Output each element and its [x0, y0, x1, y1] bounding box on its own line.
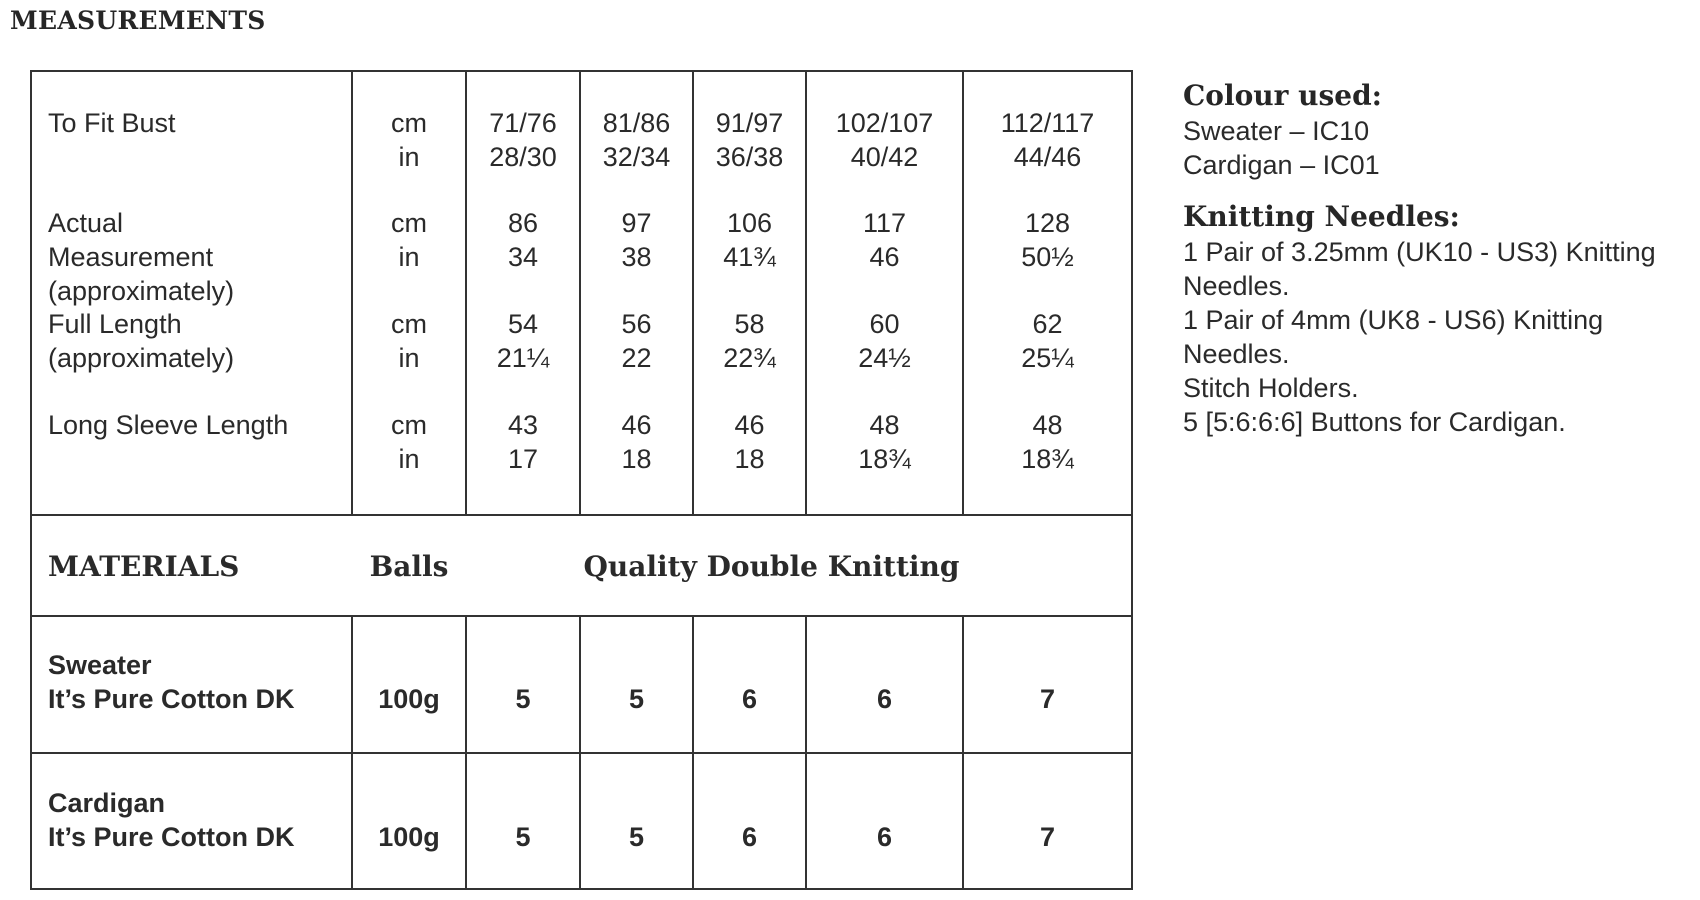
cell-bust-size5: 112/117 44/46 [1000, 108, 1095, 172]
cell-length-size3: 58 22¾ [723, 309, 776, 373]
cell-actual-size1: 86 34 [507, 208, 539, 272]
side-notes [1183, 78, 1693, 439]
cell-length-size5: 62 25¼ [1021, 309, 1074, 373]
cell-bust-size3: 91/97 36/38 [715, 108, 784, 172]
row-label-length: Full Length (approximately) [48, 309, 235, 373]
weight-sweater: 100g [378, 684, 440, 714]
row-label-cardigan: Cardigan It’s Pure Cotton DK [48, 788, 295, 852]
needles-line: 1 Pair of 4mm (UK8 - US6) Knitting [1183, 305, 1604, 335]
units-actual: cm in [391, 208, 427, 272]
cell-sleeve-size4: 48 18¾ [858, 410, 911, 474]
colour-line: Cardigan – IC01 [1183, 150, 1380, 180]
units-sleeve: cm in [391, 410, 427, 474]
yarn-quality-heading: Quality Double Knitting [583, 550, 960, 583]
page-title: MEASUREMENTS [10, 6, 266, 35]
units-bust: cm in [391, 108, 427, 172]
colour-heading: Colour used: [1183, 79, 1382, 112]
cell-actual-size2: 97 38 [621, 208, 652, 272]
needles-line: 5 [5:6:6:6] Buttons for Cardigan. [1183, 407, 1566, 437]
cell-bust-size2: 81/86 32/34 [602, 108, 671, 172]
weight-cardigan: 100g [378, 822, 440, 852]
units-length: cm in [391, 309, 427, 373]
cell-sleeve-size2: 46 18 [621, 410, 652, 474]
cell-length-size2: 56 22 [621, 309, 652, 373]
cell-length-size4: 60 24½ [858, 309, 911, 373]
balls-cardigan-size4: 6 [876, 822, 893, 852]
cell-actual-size5: 128 50½ [1021, 208, 1074, 272]
cell-sleeve-size5: 48 18¾ [1021, 410, 1074, 474]
balls-sweater-size1: 5 [515, 684, 531, 714]
needles-line: 1 Pair of 3.25mm (UK10 - US3) Knitting [1183, 237, 1656, 267]
row-label-sleeve: Long Sleeve Length [48, 410, 289, 440]
balls-cardigan-size2: 5 [628, 822, 645, 852]
needles-heading: Knitting Needles: [1183, 200, 1460, 233]
row-label-actual: Actual Measurement (approximately) [48, 208, 235, 306]
balls-heading: Balls [369, 550, 449, 583]
row-label-bust: To Fit Bust [48, 108, 176, 138]
balls-sweater-size2: 5 [628, 684, 645, 714]
balls-cardigan-size5: 7 [1039, 822, 1056, 852]
needles-line: Needles. [1183, 271, 1290, 301]
needles-line: Needles. [1183, 339, 1290, 369]
row-label-sweater: Sweater It’s Pure Cotton DK [48, 650, 295, 714]
cell-actual-size3: 106 41¾ [723, 208, 776, 272]
cell-sleeve-size3: 46 18 [734, 410, 765, 474]
cell-bust-size1: 71/76 28/30 [489, 108, 557, 172]
cell-actual-size4: 117 46 [862, 208, 907, 272]
balls-cardigan-size1: 5 [515, 822, 531, 852]
table-grid [30, 70, 1135, 892]
materials-heading: MATERIALS [48, 550, 240, 583]
balls-cardigan-size3: 6 [741, 822, 758, 852]
balls-sweater-size4: 6 [876, 684, 893, 714]
cell-length-size1: 54 21¼ [496, 309, 550, 373]
cell-bust-size4: 102/107 40/42 [835, 108, 934, 172]
colour-line: Sweater – IC10 [1183, 116, 1370, 146]
needles-line: Stitch Holders. [1183, 373, 1359, 403]
measurements-table [30, 70, 1135, 892]
cell-sleeve-size1: 43 17 [507, 410, 539, 474]
balls-sweater-size3: 6 [741, 684, 758, 714]
balls-sweater-size5: 7 [1039, 684, 1056, 714]
